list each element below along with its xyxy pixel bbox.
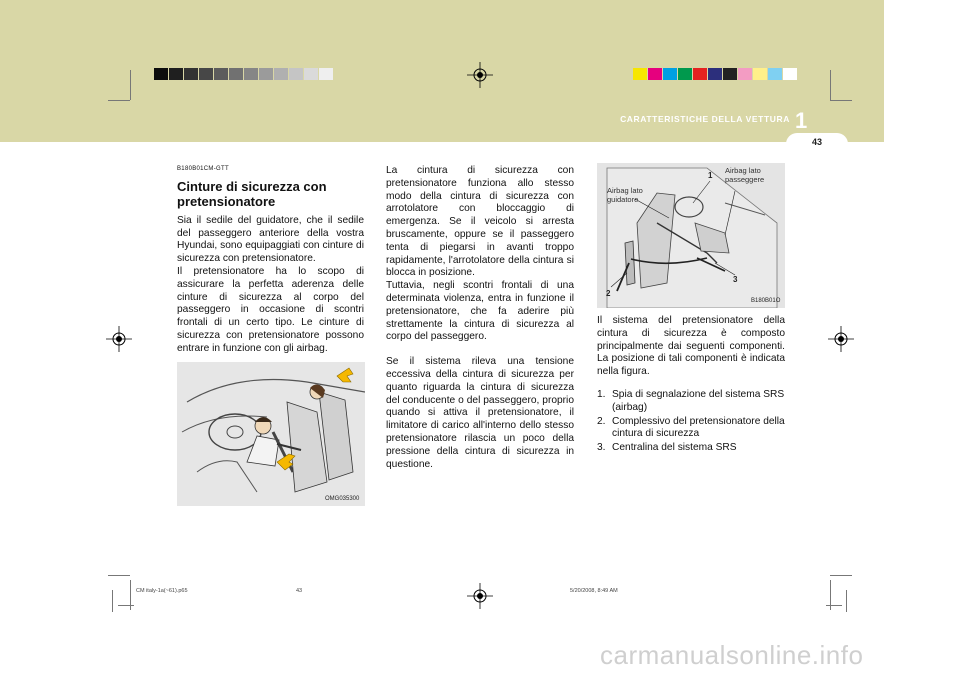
footer-filename: CM italy-1a(~61).p65 bbox=[136, 588, 188, 594]
color-scale-bar bbox=[633, 68, 798, 80]
label-driver-airbag: Airbag lato guidatore bbox=[607, 186, 643, 204]
label-passenger-airbag: Airbag lato passeggere bbox=[725, 166, 765, 184]
paragraph: Il sistema del pretensionatore della cintura di sicurezza è composto principalmente dai seguenti componenti. La posizione di tali componenti è indicata nella figura. bbox=[597, 315, 785, 378]
chapter-title: CARATTERISTICHE DELLA VETTURA bbox=[620, 114, 790, 124]
color-swatch bbox=[663, 68, 677, 80]
registration-mark-icon bbox=[467, 62, 493, 88]
color-swatch bbox=[678, 68, 692, 80]
registration-mark-icon bbox=[467, 583, 493, 609]
color-swatch bbox=[259, 68, 273, 80]
color-swatch bbox=[244, 68, 258, 80]
color-swatch bbox=[693, 68, 707, 80]
registration-mark-icon bbox=[828, 326, 854, 352]
color-swatch bbox=[783, 68, 797, 80]
figure-caption: B180B01O bbox=[751, 298, 781, 304]
section-code: B180B01CM-GTT bbox=[177, 166, 229, 172]
color-swatch bbox=[768, 68, 782, 80]
paragraph: Sia il sedile del guidatore, che il sedile del passeggero anteriore della vostra Hyundai, sono equipaggiati con cinture di sicurezza con pretensionatore. bbox=[177, 214, 364, 265]
color-swatch bbox=[633, 68, 647, 80]
color-swatch bbox=[214, 68, 228, 80]
left-column bbox=[177, 163, 364, 362]
paragraph: Se il sistema rileva una tensione eccessiva della cintura di sicurezza per quanto riguarda la cintura di sicurezza del conducente o del passeggero, proprio quando si attiva il pretensionatore, il limitatore di carico all'interno dello stesso pretensionatore rilascia un poco della pressione della cintura di sicurezza in questione. bbox=[386, 356, 574, 470]
page-number: 43 bbox=[811, 137, 822, 147]
paragraph: Il pretensionatore ha lo scopo di assicurare la perfetta aderenza delle cinture di sicurezza al corpo del passeggero in occasione di scontri frontali di un certo tipo. Le cinture di sicurezza con pretensionatore possono entrare in funzione con gli airbag. bbox=[177, 265, 364, 354]
middle-column bbox=[386, 165, 574, 477]
list-item: 3. Centralina del sistema SRS bbox=[597, 442, 737, 454]
color-swatch bbox=[289, 68, 303, 80]
color-swatch bbox=[169, 68, 183, 80]
component-list bbox=[597, 389, 785, 455]
crop-mark bbox=[846, 590, 847, 612]
registration-mark-icon bbox=[106, 326, 132, 352]
callout-2: 2 bbox=[606, 289, 611, 298]
color-swatch bbox=[319, 68, 333, 80]
color-swatch bbox=[184, 68, 198, 80]
paragraph: Tuttavia, negli scontri frontali di una determinata violenza, entra in funzione il pretensionatore, che fa aderire più strettamente la cintura di sicurezza al corpo del passeggero. bbox=[386, 280, 574, 343]
header-margin bbox=[884, 0, 960, 142]
crop-mark bbox=[108, 575, 130, 576]
crop-mark bbox=[108, 100, 130, 101]
color-swatch bbox=[723, 68, 737, 80]
pretensioner-illustration bbox=[177, 362, 365, 506]
color-swatch bbox=[229, 68, 243, 80]
chapter-number: 1 bbox=[795, 108, 808, 133]
gray-scale-bar bbox=[154, 68, 334, 80]
callout-1: 1 bbox=[708, 171, 713, 180]
color-swatch bbox=[199, 68, 213, 80]
crop-mark bbox=[112, 590, 113, 612]
color-swatch bbox=[304, 68, 318, 80]
footer-date: 5/20/2008, 8:49 AM bbox=[570, 588, 618, 594]
crop-mark bbox=[830, 70, 831, 100]
right-column bbox=[597, 315, 785, 456]
color-swatch bbox=[738, 68, 752, 80]
figure-caption: OMG035300 bbox=[325, 496, 360, 502]
crop-mark bbox=[830, 575, 852, 576]
watermark: carmanualsonline.info bbox=[600, 640, 864, 670]
color-swatch bbox=[753, 68, 767, 80]
paragraph: La cintura di sicurezza con pretensionatore funziona allo stesso modo della cintura di sicurezza con arrotolatore con bloccaggio di emergenza. Se il veicolo si arresta bruscamente, oppure se il passeggero tenta di piegarsi in avanti troppo rapidamente, l'arrotolatore della cintura si blocca in posizione. bbox=[386, 165, 574, 279]
color-swatch bbox=[154, 68, 168, 80]
section-title: Cinture di sicurezza con pretensionatore bbox=[177, 178, 327, 209]
list-item: 1. Spia di segnalazione del sistema SRS (airbag) bbox=[597, 388, 785, 413]
crop-mark bbox=[118, 605, 134, 606]
callout-3: 3 bbox=[733, 275, 738, 284]
crop-mark bbox=[130, 70, 131, 100]
list-item: 2. Complessivo del pretensionatore della cintura di sicurezza bbox=[597, 415, 785, 440]
color-swatch bbox=[274, 68, 288, 80]
pretensioner-system-figure bbox=[597, 163, 785, 308]
color-swatch bbox=[708, 68, 722, 80]
crop-mark bbox=[830, 100, 852, 101]
crop-mark bbox=[826, 605, 842, 606]
color-swatch bbox=[648, 68, 662, 80]
car-cutaway-drawing bbox=[597, 163, 785, 308]
footer-page: 43 bbox=[296, 588, 303, 594]
car-interior-drawing bbox=[177, 362, 365, 506]
page-tab bbox=[786, 133, 848, 155]
